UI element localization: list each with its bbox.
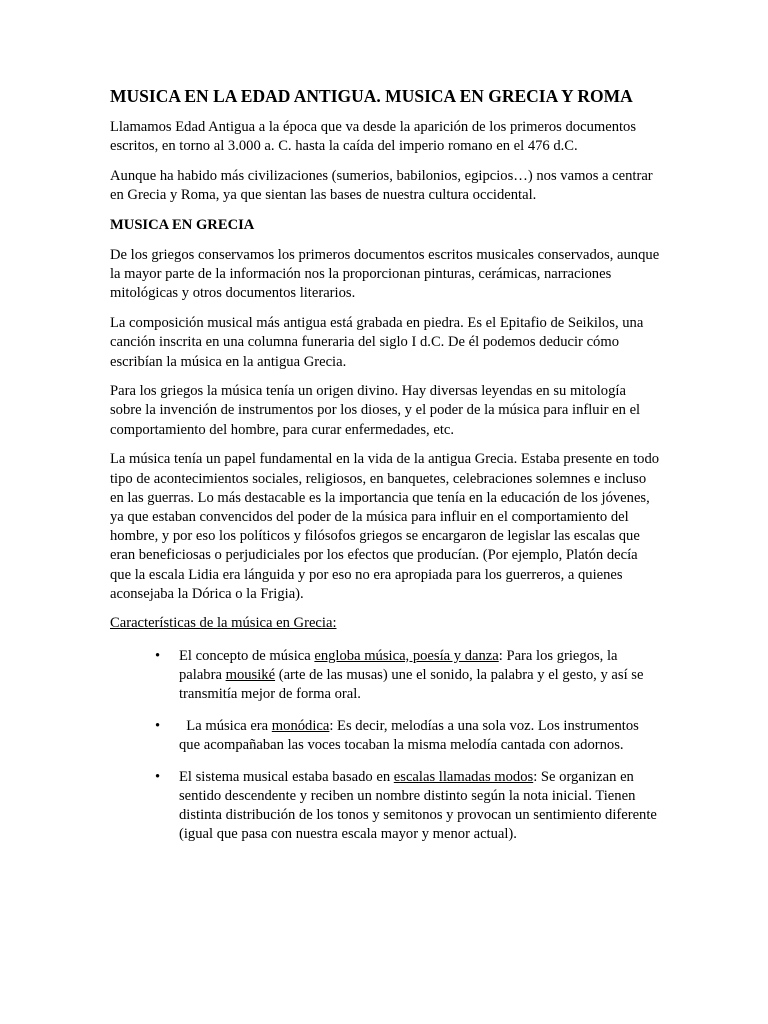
list-item <box>110 717 660 755</box>
bullet-underlined-text: engloba música, poesía y danza <box>314 647 499 664</box>
intro-paragraph-2: Aunque ha habido más civilizaciones (sumerios, babilonios, egipcios…) nos vamos a centrar en Grecia y Roma, ya que sientan las bases de nuestra cultura occidental. <box>110 167 653 204</box>
greece-paragraph-2: La composición musical más antigua está grabada en piedra. Es el Epitafio de Seikilos, una canción inscrita en una columna funeraria del siglo I d.C. De él podemos deducir cómo escribían la música en la antigua Grecia. <box>110 315 644 370</box>
intro-paragraph-1: Llamamos Edad Antigua a la época que va desde la aparición de los primeros documentos escritos, en torno al 3.000 a. C. hasta la caída del imperio romano en el 476 d.C. <box>110 119 637 155</box>
bullet-text: : Para los griegos, la palabra <box>179 647 618 683</box>
greece-paragraph-3: Para los griegos la música tenía un origen divino. Hay diversas leyendas en su mitología sobre la invención de instrumentos por los dioses, y el poder de la música para influir en el comportamiento del hombre, para curar enfermedades, etc. <box>110 383 641 438</box>
list-item <box>110 768 660 845</box>
bullet-icon: • <box>155 717 161 734</box>
document-page <box>110 86 660 857</box>
bullet-underlined-text: escalas llamadas modos <box>393 768 534 785</box>
bullet-text: El concepto de música <box>179 647 315 664</box>
bullet-underlined-text: monódica <box>271 717 330 734</box>
bullet-icon: • <box>155 768 161 785</box>
greece-paragraph-1: De los griegos conservamos los primeros documentos escritos musicales conservados, aunque la mayor parte de la información nos la proporcionan pinturas, cerámicas, narraciones mitológicas y otros documentos literarios. <box>110 247 660 302</box>
list-item <box>110 647 660 705</box>
bullet-text: : Es decir, melodías a una sola voz. Los instrumentos que acompañaban las voces tocaban la misma melodía cantada con adornos. <box>179 717 639 753</box>
greece-paragraph-4: La música tenía un papel fundamental en la vida de la antigua Grecia. Estaba presente en todo tipo de acontecimientos sociales, religiosos, en banquetes, celebraciones solemnes e incluso en las guerras. Lo más destacable es la importancia que tenía en la educación de los jóvenes, ya que estaban convencidos del poder de la música para influir en el comportamiento del hombre, y por eso los políticos y filósofos griegos se encargaron de legislar las escalas que eran beneficiosas o perjudiciales por los efectos que producían. (Por ejemplo, Platón decía que la escala Lidia era lánguida y por eso no era apropiada para los guerreros, a quienes aconsejaba la Dórica o la Frigia). <box>110 451 660 602</box>
bullet-text: El sistema musical estaba basado en <box>179 768 394 785</box>
bullet-text: : Se organizan en sentido descendente y reciben un nombre distinto según la nota inicial. Tienen distinta distribución de los tonos y semitonos y provocan un sentimiento diferente (igual que pasa con nuestra escala mayor y menor actual). <box>179 768 657 843</box>
bullet-underlined-text: mousiké <box>225 666 276 683</box>
section-heading-grecia: MUSICA EN GRECIA <box>110 216 255 233</box>
document-title: MUSICA EN LA EDAD ANTIGUA. MUSICA EN GRECIA Y ROMA <box>110 86 633 106</box>
bullet-text: (arte de las musas) une el sonido, la palabra y el gesto, y así se transmitía mejor de forma oral. <box>179 666 644 703</box>
characteristics-list <box>110 647 660 845</box>
bullet-icon: • <box>155 647 161 664</box>
characteristics-heading: Características de la música en Grecia: <box>110 615 337 632</box>
bullet-text: La música era <box>179 717 272 734</box>
